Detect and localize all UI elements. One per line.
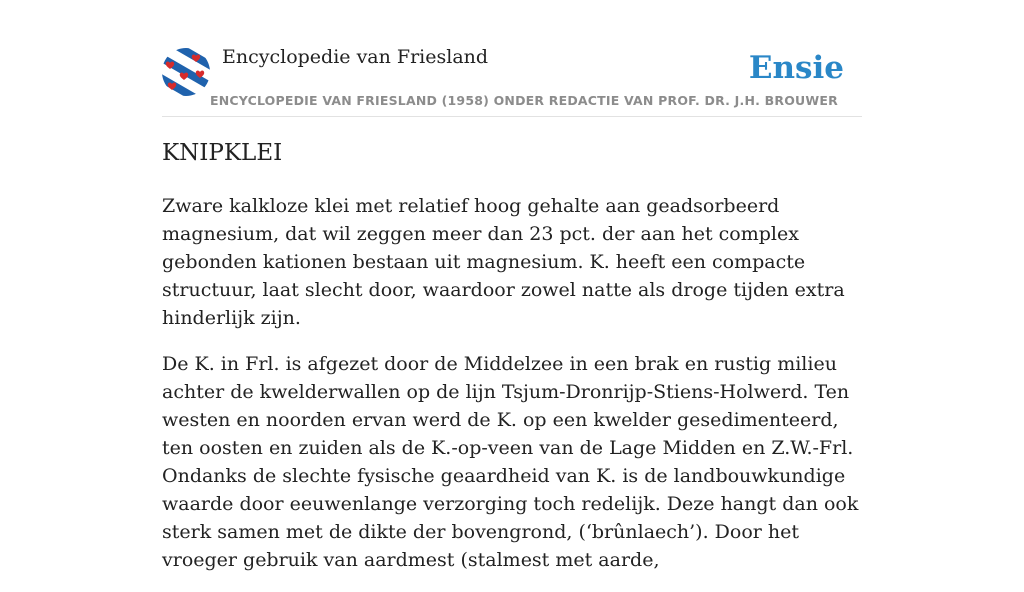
encyclopedia-title-link[interactable]: Encyclopedie van Friesland [222, 46, 489, 68]
site-header [162, 0, 862, 117]
article-paragraph: De K. in Frl. is afgezet door de Middelzee in een brak en rustig milieu achter de kwelderwallen op de lijn Tsjum-Dronrijp-Stiens-Holwerd. Ten westen en noorden ervan werd de K. op een kwelder gesedimenteerd, ten oosten en zuiden als de K.-op-veen van de Lage Midden en Z.W.-Frl. Ondanks de slechte fysische geaardheid van K. is de landbouwkundige waarde door eeuwenlange verzorging toch redelijk. Deze hangt dan ook sterk samen met de dikte der bovengrond, (‘brûnlaech’). Door het vroeger gebruik van aardmest (stalmest met aarde, [162, 353, 859, 571]
page-container [162, 0, 862, 571]
article-paragraph: Zware kalkloze klei met relatief hoog gehalte aan geadsorbeerd magnesium, dat wil zeggen meer dan 23 pct. der aan het complex gebonden kationen bestaan uit magnesium. K. heeft een compacte structuur, laat slecht door, waardoor zowel natte als droge tijden extra hinderlijk zijn. [162, 195, 845, 329]
frisian-flag-logo-icon[interactable] [162, 48, 210, 96]
encyclopedia-subtitle: ENCYCLOPEDIE VAN FRIESLAND (1958) ONDER REDACTIE VAN PROF. DR. J.H. BROUWER [210, 93, 838, 108]
article-title: KNIPKLEI [162, 140, 283, 166]
ensie-brand-link[interactable]: Ensie [748, 50, 844, 86]
article-body [162, 192, 868, 592]
